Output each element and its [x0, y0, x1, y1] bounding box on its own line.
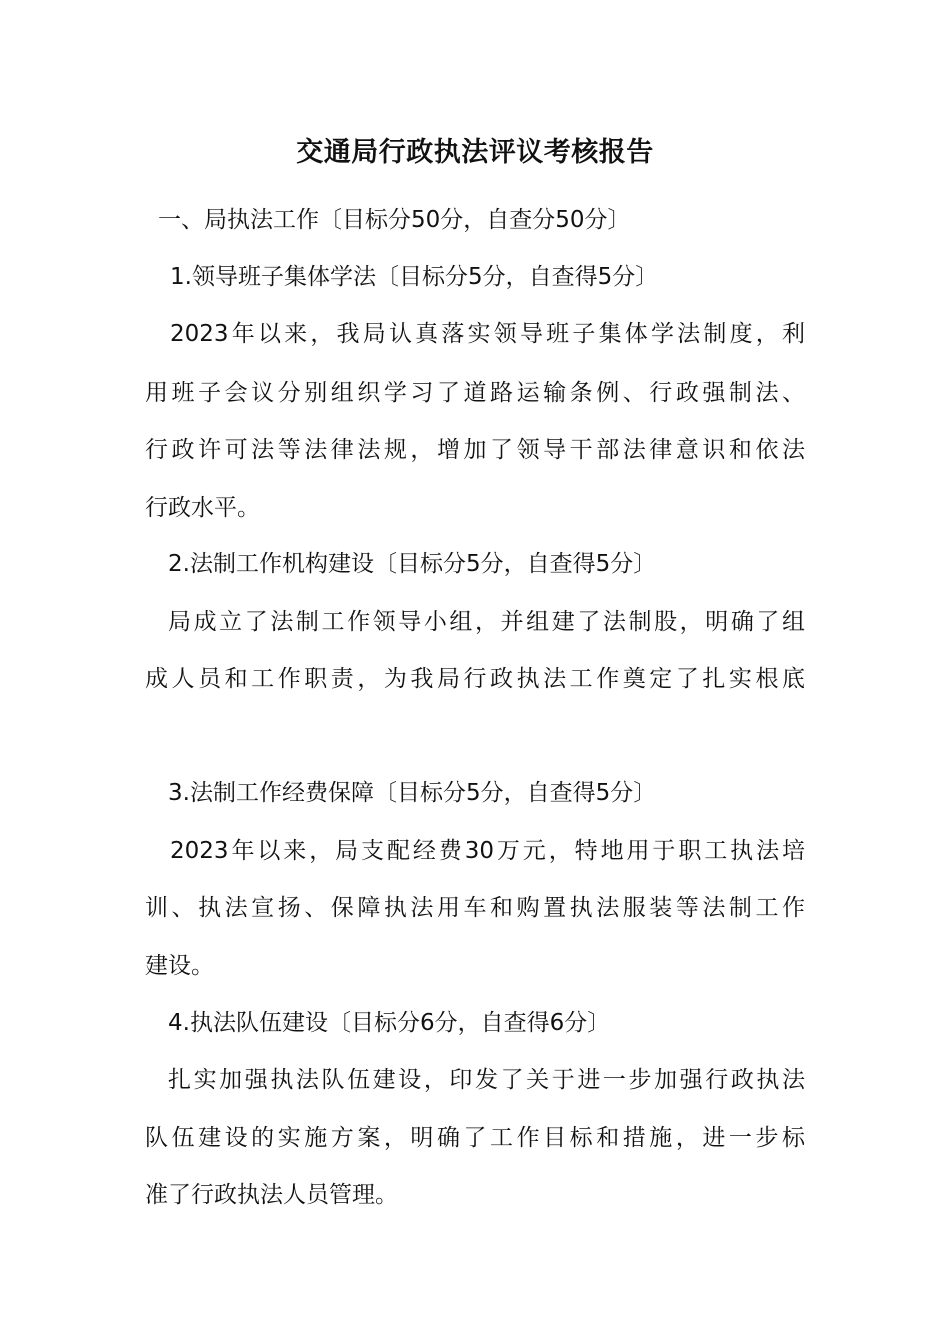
paragraph-line: 训、执法宣扬、保障执法用车和购置执法服装等法制工作 [145, 895, 805, 921]
item-heading: 1.领导班子集体学法〔目标分5分，自查得5分〕 [170, 264, 659, 290]
paragraph-line: 局成立了法制工作领导小组，并组建了法制股，明确了组 [168, 609, 805, 635]
paragraph-line: 行政许可法等法律法规，增加了领导干部法律意识和依法 [145, 437, 805, 463]
paragraph-line: 建设。 [145, 953, 214, 979]
item-heading: 3.法制工作经费保障〔目标分5分，自查得5分〕 [168, 780, 657, 806]
paragraph-line: 2023年以来，局支配经费30万元，特地用于职工执法培 [170, 838, 805, 864]
paragraph-line: 2023年以来，我局认真落实领导班子集体学法制度，利 [170, 321, 805, 347]
paragraph-line: 准了行政执法人员管理。 [145, 1182, 398, 1208]
paragraph-line: 成人员和工作职责，为我局行政执法工作奠定了扎实根底 [145, 666, 805, 692]
paragraph-line: 队伍建设的实施方案，明确了工作目标和措施，进一步标 [145, 1125, 805, 1151]
section-heading: 一、局执法工作〔目标分50分，自查分50分〕 [158, 207, 631, 233]
document-title: 交通局行政执法评议考核报告 [296, 137, 654, 168]
item-heading: 2.法制工作机构建设〔目标分5分，自查得5分〕 [168, 551, 657, 577]
paragraph-line: 用班子会议分别组织学习了道路运输条例、行政强制法、 [145, 380, 805, 406]
item-heading: 4.执法队伍建设〔目标分6分，自查得6分〕 [168, 1010, 611, 1036]
paragraph-line: 扎实加强执法队伍建设，印发了关于进一步加强行政执法 [168, 1067, 805, 1093]
paragraph-line: 行政水平。 [145, 495, 260, 521]
